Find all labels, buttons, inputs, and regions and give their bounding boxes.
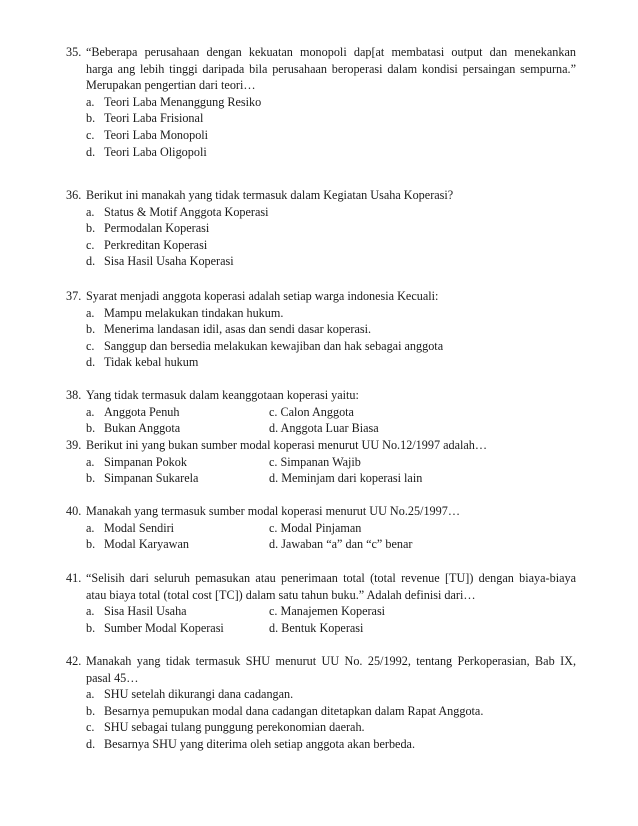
- option-text: Bukan Anggota: [104, 421, 181, 436]
- question-text: Berikut ini yang bukan sumber modal koperasi menurut UU No.12/1997 adalah…: [86, 438, 488, 452]
- option-text: Besarnya pemupukan modal dana cadangan ditetapkan dalam Rapat Anggota.: [104, 703, 484, 718]
- option-letter: a.: [86, 404, 95, 419]
- question-text: Manakah yang tidak termasuk SHU menurut UU No. 25/1992, tentang Perkoperasian, Bab IX,: [86, 654, 576, 668]
- option-letter: a.: [86, 454, 95, 469]
- option-row: [66, 420, 576, 437]
- question-text: Manakah yang termasuk sumber modal koperasi menurut UU No.25/1997…: [86, 504, 461, 518]
- option-letter: a.: [86, 520, 95, 535]
- option-letter: b.: [86, 421, 96, 436]
- option: [66, 338, 576, 355]
- option-letter: b.: [86, 221, 96, 236]
- question-41: [66, 570, 576, 636]
- option-row: [66, 620, 576, 637]
- question-38: [66, 387, 576, 437]
- option: [66, 127, 576, 144]
- option-letter: a.: [86, 305, 95, 320]
- option-text: d. Meminjam dari koperasi lain: [269, 471, 423, 486]
- option-text: Anggota Penuh: [104, 404, 180, 419]
- option-letter: a.: [86, 204, 95, 219]
- option-letter: b.: [86, 537, 96, 552]
- option-text: c. Modal Pinjaman: [269, 520, 362, 535]
- option: [66, 719, 576, 736]
- question-42: [66, 653, 576, 753]
- question-number: 38.: [66, 388, 82, 402]
- question-35: [66, 44, 576, 160]
- question-number: 39.: [66, 438, 82, 452]
- option-letter: c.: [86, 127, 95, 142]
- question-36: [66, 187, 576, 270]
- option-letter: b.: [86, 111, 96, 126]
- question-number: 35.: [66, 45, 82, 59]
- question-text: Berikut ini manakah yang tidak termasuk dalam Kegiatan Usaha Koperasi?: [86, 188, 454, 202]
- option: [66, 736, 576, 753]
- option-letter: b.: [86, 703, 96, 718]
- option-text: Teori Laba Frisional: [104, 111, 204, 126]
- option-letter: b.: [86, 322, 96, 337]
- option-row: [66, 454, 576, 471]
- question-text: pasal 45…: [86, 670, 139, 685]
- option-text: Besarnya SHU yang diterima oleh setiap anggota akan berbeda.: [104, 736, 416, 751]
- option-letter: d.: [86, 736, 96, 751]
- option-text: SHU setelah dikurangi dana cadangan.: [104, 687, 294, 702]
- question-number: 36.: [66, 188, 82, 202]
- option: [66, 204, 576, 221]
- option-row: [66, 536, 576, 553]
- option-text: Menerima landasan idil, asas dan sendi dasar koperasi.: [104, 322, 372, 337]
- option: [66, 305, 576, 322]
- option-text: Sanggup dan bersedia melakukan kewajiban dan hak sebagai anggota: [104, 338, 444, 353]
- option: [66, 144, 576, 161]
- option-text: d. Bentuk Koperasi: [269, 620, 364, 635]
- option-text: c. Calon Anggota: [269, 404, 354, 419]
- question-number: 37.: [66, 289, 82, 303]
- option-text: c. Manajemen Koperasi: [269, 604, 386, 619]
- option-text: Simpanan Pokok: [104, 454, 187, 469]
- option-text: d. Jawaban “a” dan “c” benar: [269, 537, 413, 552]
- option-text: Permodalan Koperasi: [104, 221, 210, 236]
- option: [66, 321, 576, 338]
- question-text: harga ang lebih tinggi daripada bila perusahaan beroperasi dalam kondisi persaingan sempurna.”: [86, 61, 576, 76]
- option: [66, 686, 576, 703]
- option-letter: b.: [86, 620, 96, 635]
- option-text: SHU sebagai tulang punggung perekonomian daerah.: [104, 720, 365, 735]
- option-text: Status & Motif Anggota Koperasi: [104, 204, 269, 219]
- option-text: Teori Laba Oligopoli: [104, 144, 207, 159]
- option-text: Teori Laba Menanggung Resiko: [104, 94, 262, 109]
- question-number: 40.: [66, 504, 82, 518]
- option: [66, 94, 576, 111]
- question-text: “Selisih dari seluruh pemasukan atau penerimaan total (total revenue [TU]) dengan biaya-biaya: [86, 571, 576, 585]
- question-text: Syarat menjadi anggota koperasi adalah setiap warga indonesia Kecuali:: [86, 289, 439, 303]
- option-letter: a.: [86, 94, 95, 109]
- option-row: [66, 520, 576, 537]
- question-37: [66, 288, 576, 371]
- option-text: Sisa Hasil Usaha Koperasi: [104, 254, 234, 269]
- option-text: c. Simpanan Wajib: [269, 454, 361, 469]
- option-letter: c.: [86, 237, 95, 252]
- option: [66, 354, 576, 371]
- option-text: Mampu melakukan tindakan hukum.: [104, 305, 284, 320]
- question-text: Yang tidak termasuk dalam keanggotaan koperasi yaitu:: [86, 388, 359, 402]
- question-40: [66, 503, 576, 553]
- option-text: Tidak kebal hukum: [104, 355, 199, 370]
- option: [66, 703, 576, 720]
- option-letter: a.: [86, 687, 95, 702]
- option-text: Sisa Hasil Usaha: [104, 604, 187, 619]
- question-text: atau biaya total (total cost [TC]) dalam satu tahun buku.” Adalah definisi dari…: [86, 587, 476, 602]
- option: [66, 220, 576, 237]
- option-text: Sumber Modal Koperasi: [104, 620, 224, 635]
- option-letter: b.: [86, 471, 96, 486]
- option-row: [66, 470, 576, 487]
- option-letter: c.: [86, 720, 95, 735]
- option-text: Modal Karyawan: [104, 537, 189, 552]
- option-letter: a.: [86, 604, 95, 619]
- question-39: [66, 437, 576, 487]
- option-text: Modal Sendiri: [104, 520, 175, 535]
- option-text: Simpanan Sukarela: [104, 471, 199, 486]
- option-letter: d.: [86, 144, 96, 159]
- question-number: 42.: [66, 654, 82, 668]
- question-text: Merupakan pengertian dari teori…: [86, 78, 256, 93]
- option-letter: d.: [86, 355, 96, 370]
- question-number: 41.: [66, 571, 82, 585]
- option-letter: c.: [86, 338, 95, 353]
- option-text: Teori Laba Monopoli: [104, 127, 209, 142]
- option-row: [66, 603, 576, 620]
- question-text: “Beberapa perusahaan dengan kekuatan monopoli dap[at membatasi output dan menekankan: [86, 45, 576, 59]
- option: [66, 253, 576, 270]
- option-row: [66, 404, 576, 421]
- option-text: Perkreditan Koperasi: [104, 237, 208, 252]
- option: [66, 237, 576, 254]
- option-letter: d.: [86, 254, 96, 269]
- option-text: d. Anggota Luar Biasa: [269, 421, 379, 436]
- option: [66, 110, 576, 127]
